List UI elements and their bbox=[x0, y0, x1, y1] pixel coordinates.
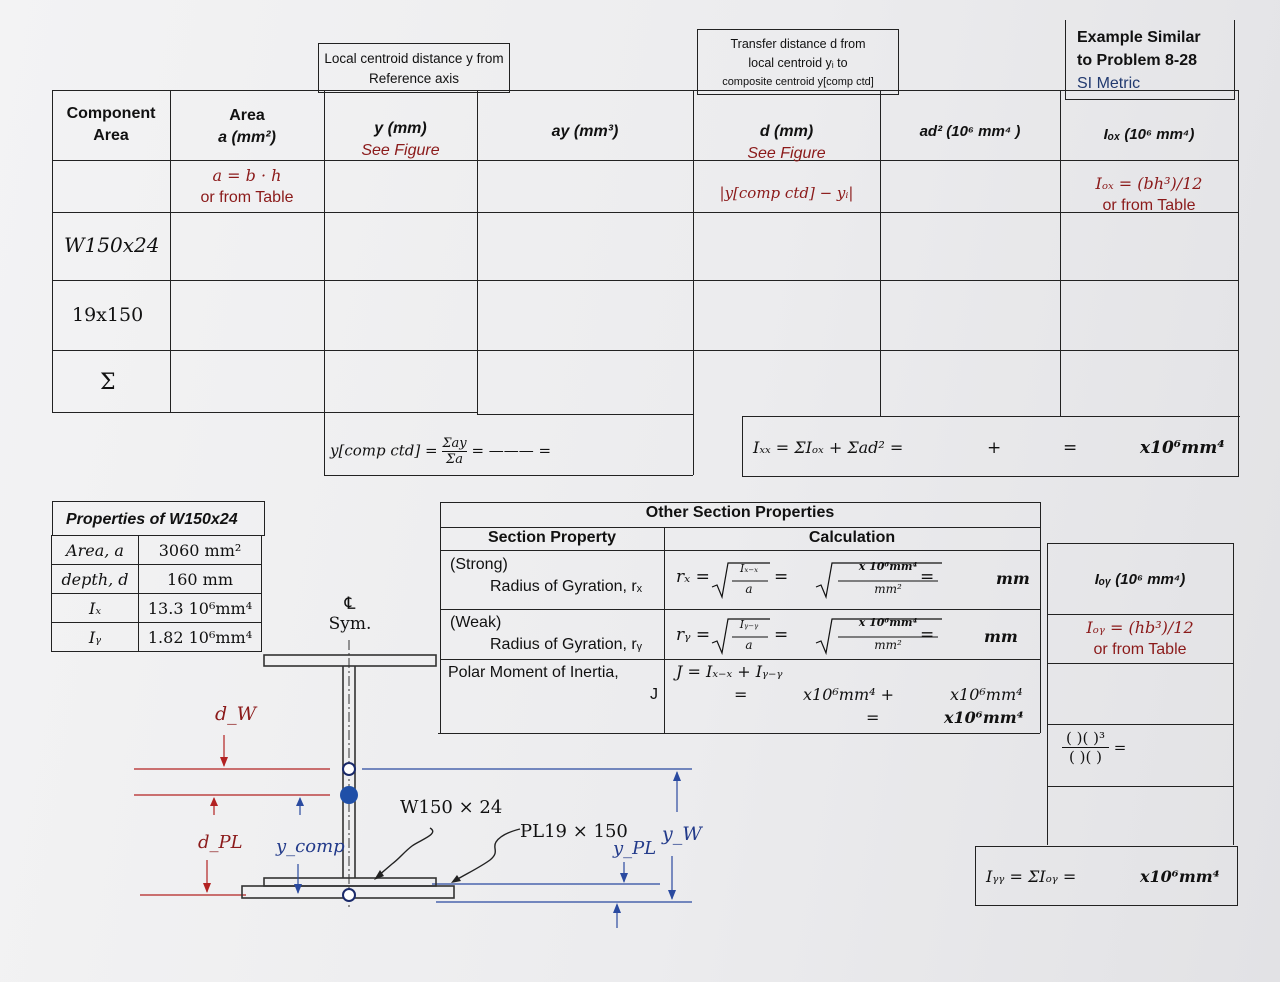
strong-label: (Strong) Radius of Gyration, rₓ bbox=[450, 556, 642, 595]
row-label-19x150: 19x150 bbox=[72, 304, 144, 326]
other-properties-title: Other Section Properties bbox=[645, 504, 835, 521]
col-header-d: d (mm) See Figure bbox=[747, 123, 826, 162]
col-header-component: Component Area bbox=[66, 105, 156, 144]
example-units: SI Metric bbox=[1077, 75, 1141, 92]
dpl-label: d_PL bbox=[198, 832, 243, 853]
plate-label: PL19 × 150 bbox=[520, 821, 628, 842]
example-title-line-2: to Problem 8-28 bbox=[1077, 52, 1198, 69]
symmetry-label: ℄ Sym. bbox=[328, 594, 372, 634]
ypl-label: y_PL bbox=[613, 838, 657, 859]
yw-label: y_W bbox=[662, 823, 702, 845]
formula-iox: Iₒₓ = (bh³)/12 or from Table bbox=[1095, 174, 1203, 214]
ixx-equals: = bbox=[1063, 438, 1078, 458]
col-header-calculation: Calculation bbox=[808, 529, 896, 546]
iyy-unit: x10⁶mm⁴ bbox=[1140, 867, 1220, 886]
formula-area: a = b · h or from Table bbox=[200, 166, 294, 206]
ioy-header: Iₒᵧ (10⁶ mm⁴) bbox=[1094, 571, 1186, 588]
local-centroid-note-text: Local centroid distance y from Reference axis bbox=[324, 51, 504, 86]
j-eq-sign-1: = bbox=[734, 685, 748, 704]
iyy-lhs: Iᵧᵧ = ΣIₒᵧ = bbox=[986, 867, 1077, 886]
col-header-ay: ay (mm³) bbox=[551, 123, 619, 140]
formula-d: |y[comp ctd] − yᵢ| bbox=[719, 184, 854, 202]
j-line2-a: x10⁶mm⁴ + bbox=[803, 685, 895, 704]
centroid-equation: y[comp ctd] = Σay Σa = ——— = bbox=[330, 436, 552, 467]
col-header-ad2: ad² (10⁶ mm⁴ ) bbox=[919, 123, 1021, 140]
j-equation: J = Iₓ₋ₓ + Iᵧ₋ᵧ bbox=[676, 662, 783, 681]
col-header-section-property: Section Property bbox=[487, 529, 617, 546]
ry-calc: rᵧ = Iᵧ₋ᵧ a = x 10⁶mm⁴ mm² = mm bbox=[676, 616, 1018, 652]
col-header-iox: Iₒₓ (10⁶ mm⁴) bbox=[1103, 126, 1195, 143]
ixx-unit: x10⁶mm⁴ bbox=[1140, 438, 1225, 458]
ioy-formula: Iₒᵧ = (hb³)/12 or from Table bbox=[1086, 618, 1194, 658]
row-label-sum: Σ bbox=[100, 370, 116, 395]
j-line3: x10⁶mm⁴ bbox=[944, 708, 1024, 727]
ixx-plus: + bbox=[987, 438, 1002, 458]
weak-label: (Weak) Radius of Gyration, rᵧ bbox=[450, 614, 642, 653]
j-line2-b: x10⁶mm⁴ bbox=[950, 685, 1023, 704]
example-title-line-1: Example Similar bbox=[1077, 29, 1201, 46]
w-properties-table: Area, a 3060 mm² depth, d 160 mm Iₓ 13.3 10⁶mm⁴ Iᵧ 1.82 10⁶mm⁴ bbox=[51, 535, 262, 652]
w-properties-title: Properties of W150x24 bbox=[52, 501, 265, 536]
transfer-note-line-3: composite centroid y[comp ctd] bbox=[722, 76, 874, 88]
dw-label: d_W bbox=[215, 703, 257, 725]
transfer-note-line-1: Transfer distance d from bbox=[730, 37, 866, 51]
transfer-note-line-2: local centroid yᵢ to bbox=[748, 56, 848, 70]
ixx-equation: Iₓₓ = ΣIₒₓ + Σad² = bbox=[753, 438, 904, 457]
rx-calc: rₓ = Iₓ₋ₓ a = x 10⁶mm⁴ mm² = mm bbox=[676, 560, 1030, 596]
col-header-area: Area a (mm²) bbox=[218, 107, 276, 146]
j-eq-sign-2: = bbox=[866, 708, 880, 727]
row-label-w150x24: W150x24 bbox=[64, 233, 160, 257]
ycomp-label: y_comp bbox=[276, 836, 345, 857]
beam-label: W150 × 24 bbox=[400, 797, 503, 818]
ioy-calc: ( )( )³ ( )( ) = bbox=[1062, 729, 1222, 766]
polar-label: Polar Moment of Inertia, J bbox=[448, 664, 658, 703]
col-header-y: y (mm) See Figure bbox=[361, 120, 440, 159]
